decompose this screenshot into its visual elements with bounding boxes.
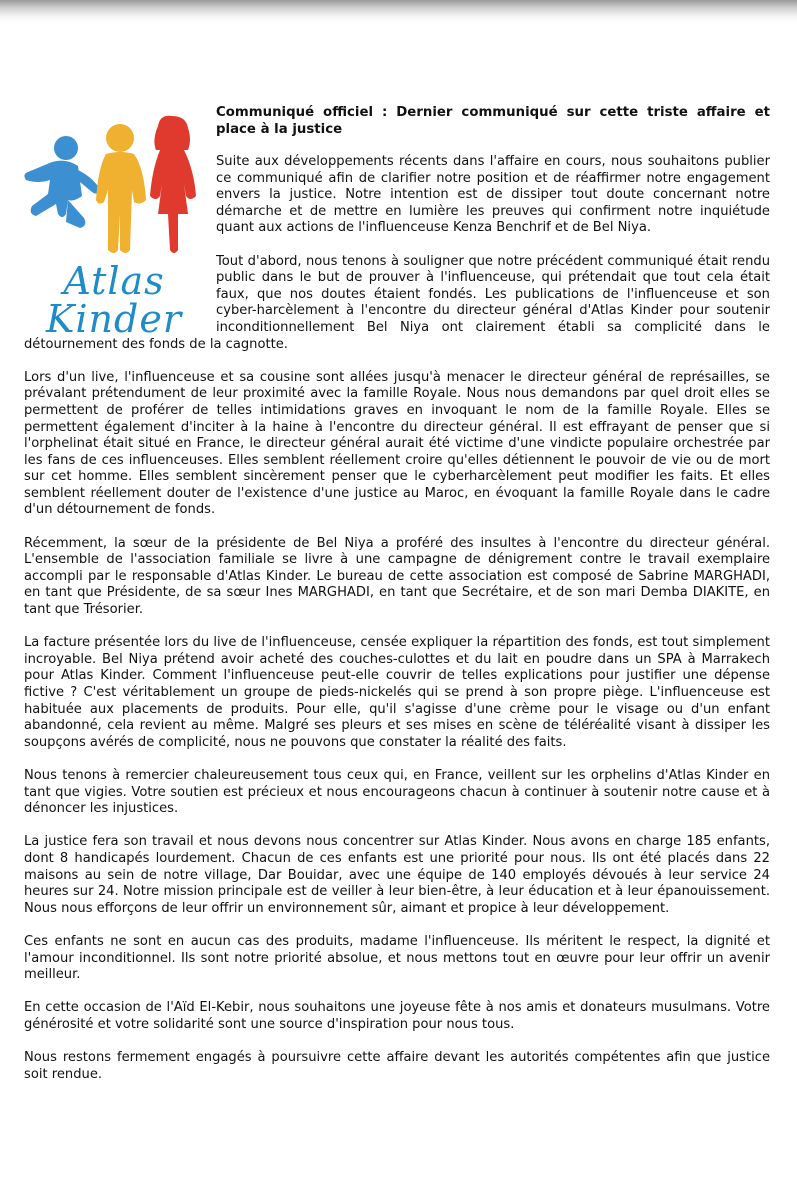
paragraph-invoice: La facture présentée lors du live de l'influenceuse, censée expliquer la répartition des fonds, est tout simplement incroyable. Bel Niya prétend avoir acheté des couches-culottes et du lait en poudre dans un SPA à Marrakech pour Atlas Kinder. Comment l'influenceuse peut-elle couvrir de telles explications pour justifier une dépense fictive ? C'est véritablement un groupe de pieds-nickelés qui se prend à son propre piège. L'influenceuse est habituée aux placements de produits. Pour elle, qu'il s'agisse d'une crème pour le visage ou d'un enfant abandonné, cela revient au même. Malgré ses pleurs et ses mises en scène de téléréalité visant à dissiper les soupçons avérés de complicité, nous ne pouvons que constater la réalité des faits. [24,635,770,750]
brand-name-line2: Kinder [46,297,182,341]
paragraph-live-threats: Lors d'un live, l'influenceuse et sa cousine sont allées jusqu'à menacer le directeur général de représailles, se prévalant prétendument de leur proximité avec la famille Royale. Nous nous demandons par quel droit elles se permettent de proférer de telles intimidations graves en invoquant le nom de la famille Royale. Elles se permettent également d'inciter à la haine à l'encontre du directeur général. Il est effrayant de penser que si l'orphelinat était situé en France, le directeur général aurait été victime d'une vindicte populaire orchestrée par les fans de ces influenceuses. Elles semblent réellement croire qu'elles détiennent le pouvoir de vie ou de mort sur cet homme. Elles semblent sincèrement penser que le cyberharcèlement peut modifier les faits. Et elles semblent réellement douter de l'existence d'une justice au Maroc, en évoquant la famille Royale dans le cadre d'un détournement de fonds. [24,369,770,518]
top-edge-shadow [0,0,797,22]
paragraph-intro: Suite aux développements récents dans l'affaire en cours, nous souhaitons publier ce communiqué afin de clarifier notre position et de réaffirmer notre engagement envers la justice. Notre intention est de dissiper tout doute concernant notre démarche et de mettre en lumière les preuves qui confirment notre inquiétude quant aux actions de l'influenceuse Kenza Benchrif et de Bel Niya. [216,154,770,236]
paragraph-previous-communique: Tout d'abord, nous tenons à souligner que notre précédent communiqué était rendu public dans le but de prouver à l'influenceuse, qui prétendait que tout cela était faux, que nos doutes étaient fondés. Les publications de l'influenceuse et son cyber-harcèlement à l'encontre du directeur général d'Atlas Kinder pour soutenir inconditionnellement Bel Niya ont clairement établi sa complicité dans le détournement des fonds de la cagnotte. [24,253,770,352]
paragraph-association-board: Récemment, la sœur de la présidente de Bel Niya a proféré des insultes à l'encontre du directeur général. L'ensemble de l'association familiale se livre à une campagne de dénigrement contre le travail exemplaire accompli par le responsable d'Atlas Kinder. Le bureau de cette association est composé de Sabrine MARGHADI, en tant que Présidente, de sa sœur Ines MARGHADI, en tant que Secrétaire, et de son mari Demba DIAKITE, en tant que Trésorier. [24,535,770,618]
atlas-kinder-logo [22,104,202,341]
paragraph-eid-wishes: En cette occasion de l'Aïd El-Kebir, nous souhaitons une joyeuse fête à nos amis et donateurs musulmans. Votre générosité et votre solidarité sont une source d'inspiration pour nous tous. [24,1000,770,1032]
three-children-silhouettes-icon [22,110,198,260]
document-title: Communiqué officiel : Dernier communiqué sur cette triste affaire et place à la justice [216,105,770,137]
paragraph-conclusion: Nous restons fermement engagés à poursuivre cette affaire devant les autorités compétentes afin que justice soit rendue. [24,1050,770,1082]
paragraph-thanks: Nous tenons à remercier chaleureusement tous ceux qui, en France, veillent sur les orphelins d'Atlas Kinder en tant que vigies. Votre soutien est précieux et nous encourageons chacun à continuer à soutenir notre cause et à dénoncer les injustices. [24,767,770,817]
brand-name-line1: Atlas [63,259,165,303]
paragraph-children: Ces enfants ne sont en aucun cas des produits, madame l'influenceuse. Ils méritent le respect, la dignité et l'amour inconditionnel. Ils sont notre priorité absolue, et nous mettons tout en œuvre pour leur offrir un avenir meilleur. [24,933,770,983]
brand-wordmark [26,259,202,341]
press-release [24,104,770,1100]
paragraph-mission: La justice fera son travail et nous devons nous concentrer sur Atlas Kinder. Nous avons en charge 185 enfants, dont 8 handicapés lourdement. Chacun de ces enfants est une priorité pour nous. Ils ont été placés dans 22 maisons au sein de notre village, Dar Bouidar, avec une équipe de 140 employés dévoués à leur service 24 heures sur 24. Notre mission principale est de veiller à leur bien-être, à leur éducation et à leur épanouissement. Nous nous efforçons de leur offrir un environnement sûr, aimant et propice à leur développement. [24,834,770,916]
